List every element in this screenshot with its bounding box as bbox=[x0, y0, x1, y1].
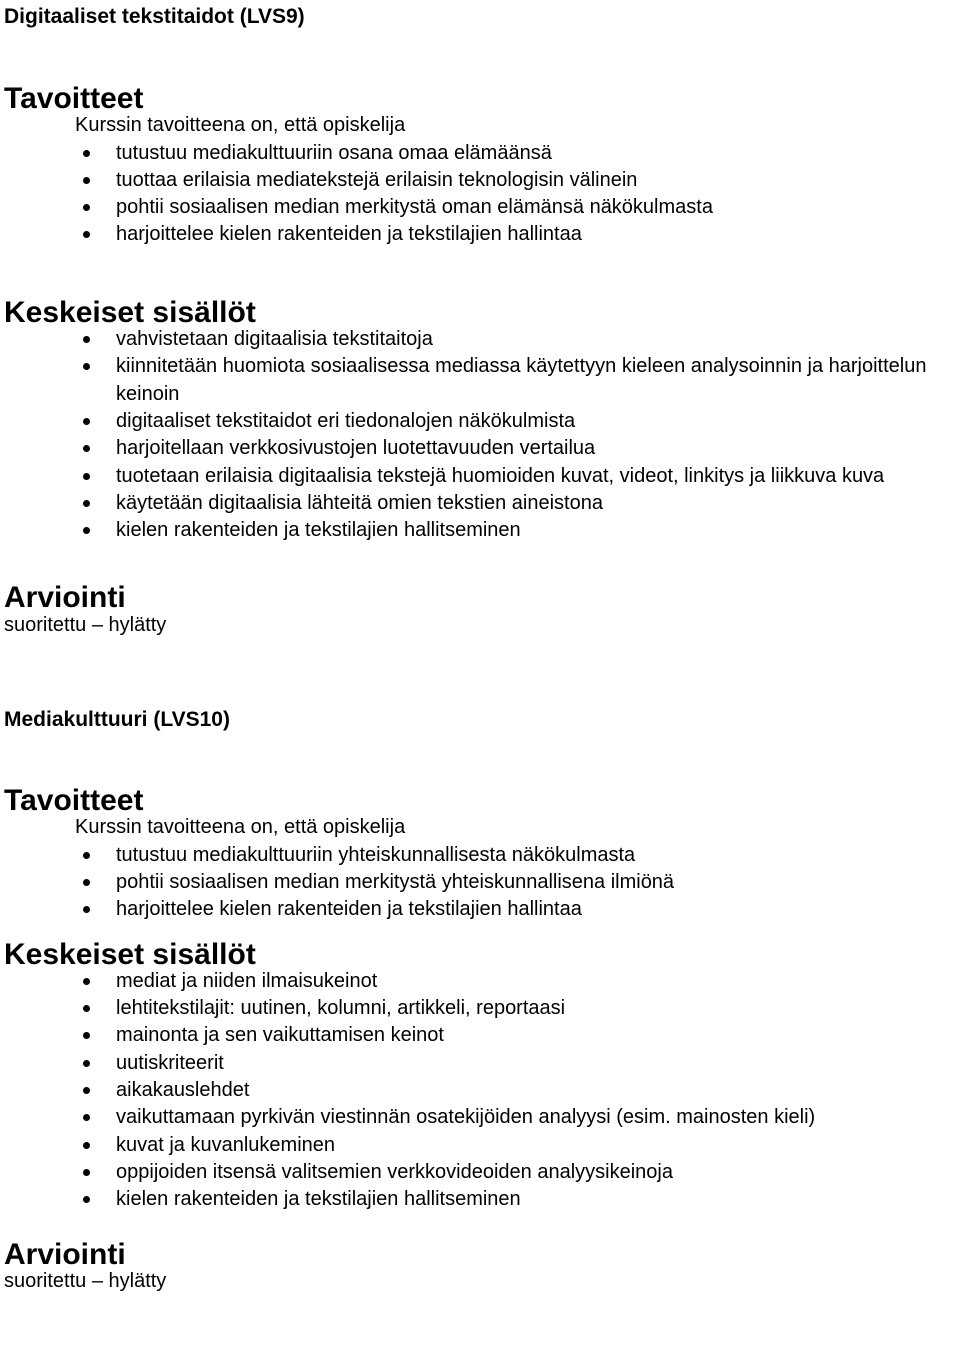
bullet-icon bbox=[83, 879, 90, 886]
document-page bbox=[4, 0, 960, 1295]
list-item: pohtii sosiaalisen median merkitystä oman elämänsä näkökulmasta bbox=[4, 194, 960, 221]
bullet-icon bbox=[83, 1060, 90, 1067]
list-item: mainonta ja sen vaikuttamisen keinot bbox=[4, 1022, 960, 1049]
contents-heading: Keskeiset sisällöt bbox=[4, 937, 256, 971]
list-item: käytetään digitaalisia lähteitä omien tekstien aineistona bbox=[4, 490, 960, 517]
assessment-heading: Arviointi bbox=[4, 1237, 126, 1271]
list-item: tutustuu mediakulttuuriin yhteiskunnallisesta näkökulmasta bbox=[4, 842, 960, 869]
bullet-icon bbox=[83, 1169, 90, 1176]
bullet-icon bbox=[83, 363, 90, 370]
list-item: kielen rakenteiden ja tekstilajien hallitseminen bbox=[4, 517, 960, 544]
goals-heading: Tavoitteet bbox=[4, 82, 144, 115]
goals-list bbox=[4, 842, 960, 924]
course-lvs10 bbox=[4, 639, 960, 1295]
course-title: Digitaaliset tekstitaidot (LVS9) bbox=[4, 5, 305, 28]
list-item: lehtitekstilajit: uutinen, kolumni, artikkeli, reportaasi bbox=[4, 995, 960, 1022]
bullet-icon bbox=[83, 150, 90, 157]
goals-list bbox=[4, 140, 960, 249]
list-item: vaikuttamaan pyrkivän viestinnän osatekijöiden analyysi (esim. mainosten kieli) bbox=[4, 1104, 960, 1131]
course-title: Mediakulttuuri (LVS10) bbox=[4, 708, 230, 732]
bullet-icon bbox=[83, 418, 90, 425]
goals-heading: Tavoitteet bbox=[4, 784, 144, 818]
bullet-icon bbox=[83, 527, 90, 534]
bullet-icon bbox=[83, 500, 90, 507]
bullet-icon bbox=[83, 852, 90, 859]
list-item: harjoittelee kielen rakenteiden ja tekstilajien hallintaa bbox=[4, 221, 960, 248]
contents-heading: Keskeiset sisällöt bbox=[4, 295, 256, 329]
list-item: harjoittelee kielen rakenteiden ja tekstilajien hallintaa bbox=[4, 896, 960, 923]
goals-intro: Kurssin tavoitteena on, että opiskelija bbox=[75, 816, 406, 839]
list-item: kuvat ja kuvanlukeminen bbox=[4, 1132, 960, 1159]
bullet-icon bbox=[83, 1196, 90, 1203]
list-item: tutustuu mediakulttuuriin osana omaa elämäänsä bbox=[4, 140, 960, 167]
course-lvs9 bbox=[4, 3, 960, 639]
bullet-icon bbox=[83, 204, 90, 211]
list-item: tuotetaan erilaisia digitaalisia tekstejä huomioiden kuvat, videot, linkitys ja liikkuva kuva bbox=[4, 463, 960, 490]
list-item: uutiskriteerit bbox=[4, 1050, 960, 1077]
bullet-icon bbox=[83, 336, 90, 343]
bullet-icon bbox=[83, 978, 90, 985]
bullet-icon bbox=[83, 906, 90, 913]
assessment-heading: Arviointi bbox=[4, 581, 126, 615]
list-item: digitaaliset tekstitaidot eri tiedonalojen näkökulmista bbox=[4, 408, 960, 435]
list-item: harjoitellaan verkkosivustojen luotettavuuden vertailua bbox=[4, 435, 960, 462]
contents-list bbox=[4, 968, 960, 1214]
goals-intro: Kurssin tavoitteena on, että opiskelija bbox=[75, 114, 406, 137]
list-item: kielen rakenteiden ja tekstilajien hallitseminen bbox=[4, 1186, 960, 1213]
assessment-value: suoritettu – hylätty bbox=[4, 1269, 167, 1292]
bullet-icon bbox=[83, 1142, 90, 1149]
list-item: mediat ja niiden ilmaisukeinot bbox=[4, 968, 960, 995]
contents-list bbox=[4, 326, 960, 544]
bullet-icon bbox=[83, 1114, 90, 1121]
list-item: kiinnitetään huomiota sosiaalisessa mediassa käytettyyn kieleen analysoinnin ja harjoittelun keinoin bbox=[4, 353, 960, 408]
list-item: oppijoiden itsensä valitsemien verkkovideoiden analyysikeinoja bbox=[4, 1159, 960, 1186]
bullet-icon bbox=[83, 473, 90, 480]
bullet-icon bbox=[83, 1032, 90, 1039]
bullet-icon bbox=[83, 1087, 90, 1094]
list-item: tuottaa erilaisia mediatekstejä erilaisin teknologisin välinein bbox=[4, 167, 960, 194]
assessment-value: suoritettu – hylätty bbox=[4, 613, 167, 636]
list-item: pohtii sosiaalisen median merkitystä yhteiskunnallisena ilmiönä bbox=[4, 869, 960, 896]
bullet-icon bbox=[83, 231, 90, 238]
list-item: vahvistetaan digitaalisia tekstitaitoja bbox=[4, 326, 960, 353]
bullet-icon bbox=[83, 445, 90, 452]
bullet-icon bbox=[83, 1005, 90, 1012]
bullet-icon bbox=[83, 177, 90, 184]
list-item: aikakauslehdet bbox=[4, 1077, 960, 1104]
